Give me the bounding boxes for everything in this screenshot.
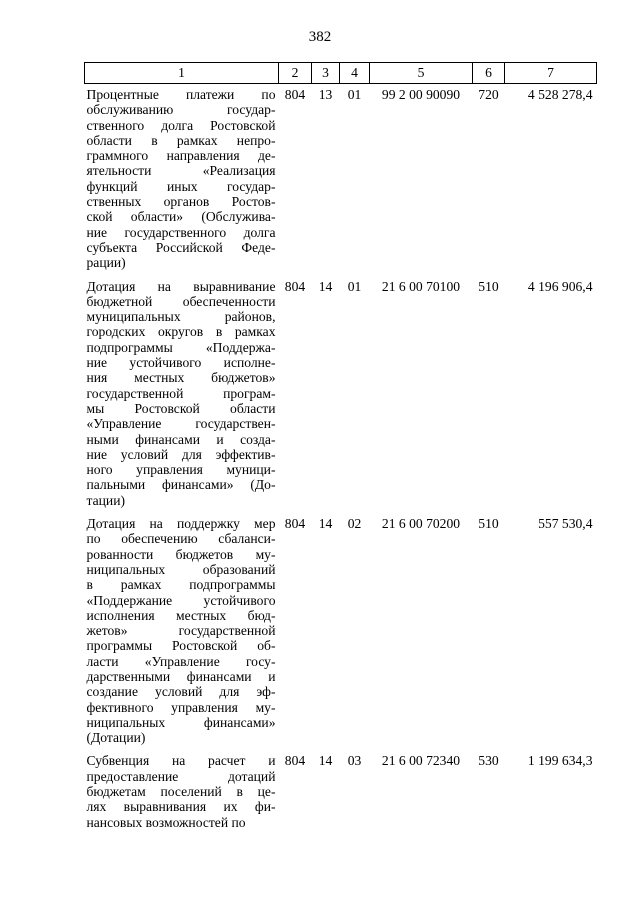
row-description: [85, 513, 279, 750]
description-line: по обеспечению сбаланси-: [86, 531, 276, 547]
description-line: программы Ростовской об-: [86, 638, 276, 654]
description-line: исполнения местных бюд-: [86, 607, 276, 623]
description-line: городских округов в рамках: [86, 324, 276, 340]
description-line: в рамках подпрограммы: [86, 577, 276, 593]
description-line: ние условий для эффектив-: [86, 446, 276, 462]
ministry-code: 804: [284, 516, 306, 532]
table-header-row: [85, 63, 597, 84]
target-article-code: 21 6 00 70200: [381, 516, 461, 532]
column-header-3: 3: [312, 63, 340, 84]
description-line: «Поддержание устойчивого: [86, 592, 276, 608]
ministry-code: 804: [284, 278, 306, 294]
description-line: обслуживанию государ-: [86, 102, 276, 118]
section-code: 13: [318, 87, 333, 102]
row-description: [85, 84, 279, 276]
description-line: мы Ростовской области: [86, 400, 276, 416]
table-body: [85, 84, 597, 835]
amount-value: 4 196 906,4: [527, 278, 593, 294]
subsection-code: 01: [347, 278, 362, 294]
description-line: бюджетной обеспеченности: [86, 293, 276, 309]
description-line: дарственными финансами и: [86, 668, 276, 684]
target-article-code: 21 6 00 72340: [381, 753, 461, 769]
description-line: области в рамках непро-: [86, 132, 276, 148]
table-row: [85, 513, 597, 750]
description-line: создание условий для эф-: [86, 684, 276, 700]
description-line: граммного направления де-: [86, 148, 276, 164]
description-line: жетов» государственной: [86, 623, 276, 639]
description-line: функций иных государ-: [86, 178, 276, 194]
table-row: [85, 84, 597, 276]
description-line: нансовых возможностей по: [86, 814, 246, 830]
column-header-5: 5: [370, 63, 473, 84]
column-header-4: 4: [340, 63, 370, 84]
description-line: ской области» (Обслужива-: [86, 209, 276, 225]
description-line: пальными финансами» (До-: [86, 477, 276, 493]
description-line: рованности бюджетов му-: [86, 546, 276, 562]
subsection-code: 01: [347, 87, 362, 102]
row-description: [85, 750, 279, 834]
table-row: [85, 276, 597, 513]
description-line: бюджетам поселений в це-: [86, 784, 276, 800]
amount-value: 1 199 634,3: [527, 753, 593, 769]
description-line: Субвенция на расчет и: [86, 753, 276, 769]
description-line: Дотация на поддержку мер: [86, 516, 276, 532]
description-line: лях выравнивания их фи-: [86, 799, 276, 815]
description-line: ниципальных финансами»: [86, 714, 276, 730]
page-number: 382: [308, 29, 332, 45]
description-line: подпрограммы «Поддержа-: [86, 339, 276, 355]
expense-type-code: 530: [478, 753, 499, 769]
description-line: ласти «Управление госу-: [86, 653, 276, 669]
description-line: ние устойчивого исполне-: [86, 355, 276, 371]
description-line: (Дотации): [86, 730, 146, 746]
description-line: ными финансами и созда-: [86, 431, 276, 447]
column-header-2: 2: [279, 63, 312, 84]
description-line: фективного управления му-: [86, 699, 276, 715]
description-line: субъекта Российской Феде-: [86, 239, 276, 255]
amount-value: 557 530,4: [538, 516, 593, 532]
column-header-7: 7: [505, 63, 597, 84]
description-line: рации): [86, 255, 126, 271]
description-line: ятельности «Реализация: [86, 163, 276, 179]
column-header-1: 1: [85, 63, 279, 84]
description-line: Дотация на выравнивание: [86, 278, 276, 294]
budget-table: [84, 62, 597, 835]
description-line: «Управление государствен-: [86, 416, 276, 432]
description-line: ственных органов Ростов-: [86, 194, 276, 210]
description-line: ственного долга Ростовской: [86, 117, 276, 133]
table-row: [85, 750, 597, 834]
description-line: предоставление дотаций: [86, 768, 276, 784]
expense-type-code: 510: [478, 278, 499, 294]
section-code: 14: [318, 516, 333, 532]
description-line: ного управления муници-: [86, 462, 276, 478]
expense-type-code: 720: [478, 87, 499, 102]
description-line: ниципальных образований: [86, 561, 276, 577]
amount-value: 4 528 278,4: [527, 87, 593, 102]
description-line: государственной програм-: [86, 385, 276, 401]
row-description: [85, 276, 279, 513]
target-article-code: 99 2 00 90090: [381, 87, 461, 102]
subsection-code: 02: [347, 516, 362, 532]
subsection-code: 03: [347, 753, 362, 769]
ministry-code: 804: [284, 87, 306, 102]
description-line: муниципальных районов,: [86, 309, 276, 325]
description-line: тации): [86, 492, 125, 508]
expense-type-code: 510: [478, 516, 499, 532]
description-line: Процентные платежи по: [86, 87, 276, 102]
section-code: 14: [318, 278, 333, 294]
column-header-6: 6: [473, 63, 505, 84]
description-line: ние государственного долга: [86, 224, 276, 240]
description-line: ния местных бюджетов»: [86, 370, 276, 386]
ministry-code: 804: [284, 753, 306, 769]
section-code: 14: [318, 753, 333, 769]
target-article-code: 21 6 00 70100: [381, 278, 461, 294]
